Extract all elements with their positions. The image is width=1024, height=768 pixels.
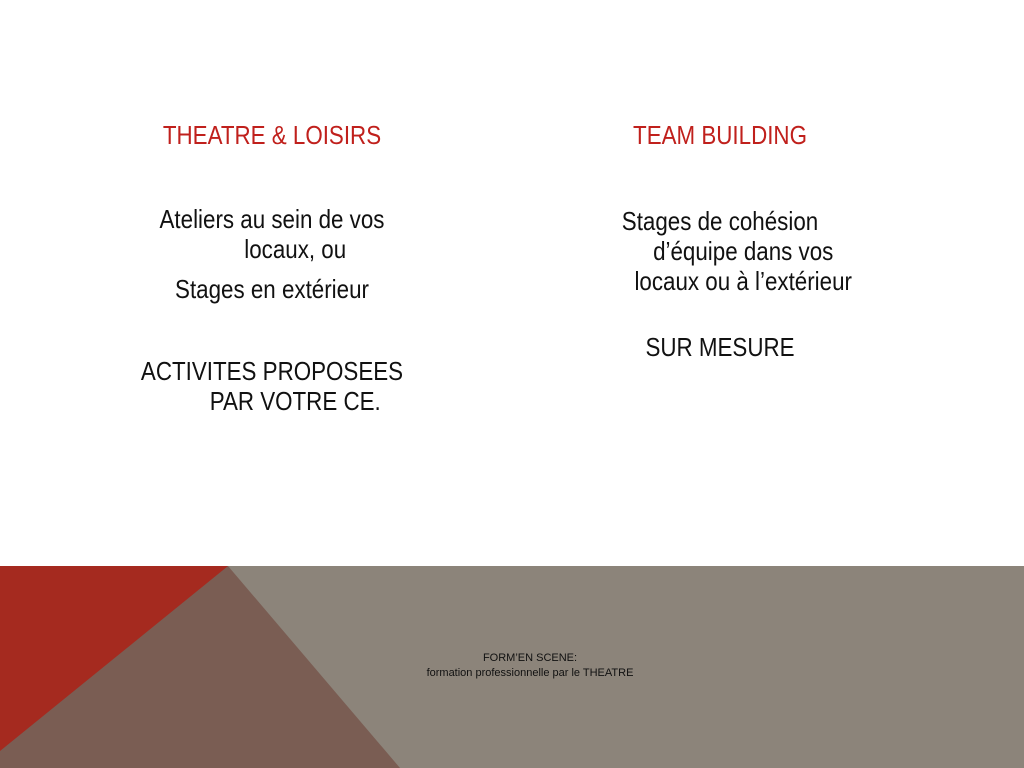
footer-caption <box>330 651 730 681</box>
right-paragraph-custom: SUR MESURE <box>645 332 795 362</box>
left-paragraph-outdoor: Stages en extérieur <box>175 274 369 304</box>
right-heading: TEAM BUILDING <box>633 120 807 150</box>
footer-subtitle: formation professionnelle par le THEATRE <box>426 667 634 679</box>
footer-title: FORM’EN SCENE: <box>482 652 578 664</box>
left-paragraph-workshops: Ateliers au sein de vos locaux, ou <box>159 204 385 264</box>
right-column <box>560 118 880 362</box>
right-paragraph-cohesion: Stages de cohésion d’équipe dans vos locaux ou à l’extérieur <box>621 206 852 296</box>
left-column <box>110 118 434 416</box>
left-heading: THEATRE & LOISIRS <box>162 120 382 150</box>
left-paragraph-activities: ACTIVITES PROPOSEES PAR VOTRE CE. <box>140 356 404 416</box>
